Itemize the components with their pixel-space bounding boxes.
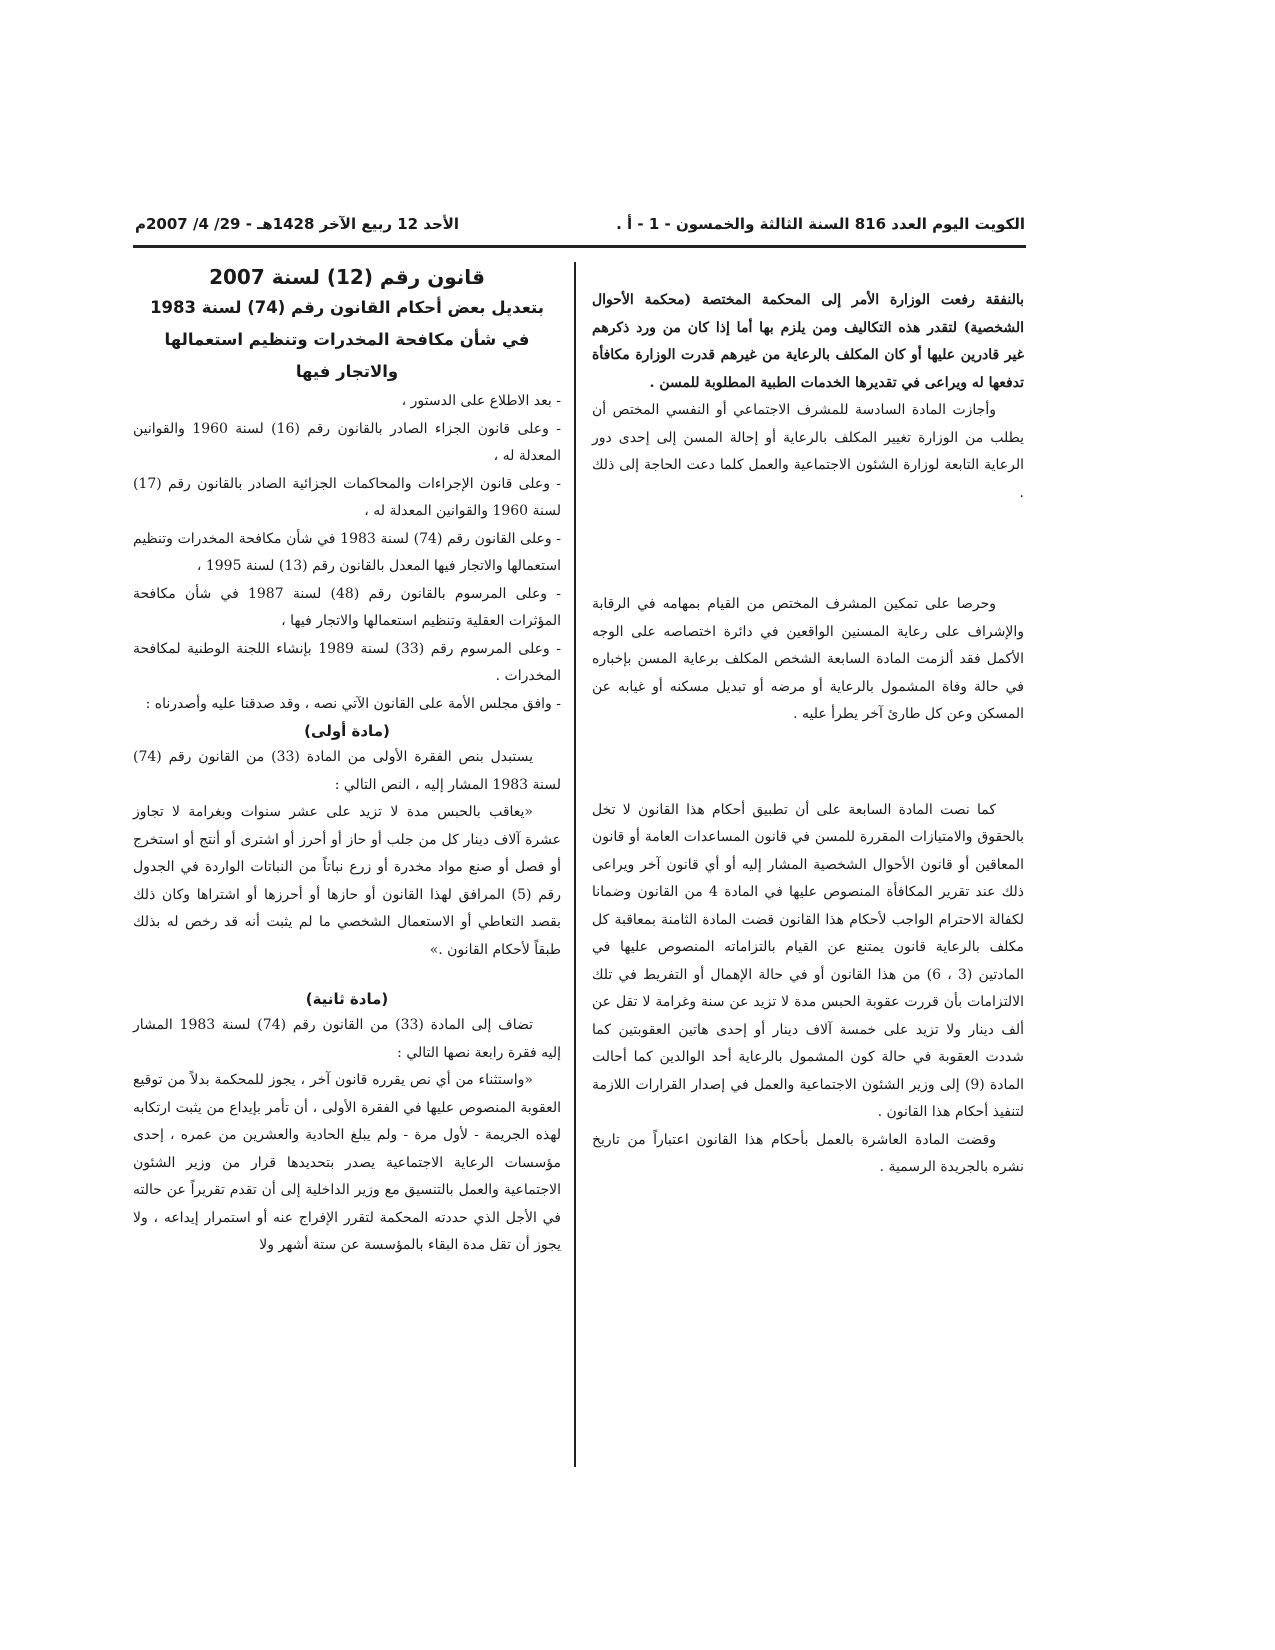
- law-subtitle: بتعديل بعض أحكام القانون رقم (74) لسنة 1983: [150, 298, 544, 317]
- article-2-text: «واستثناء من أي نص يقرره قانون آخر ، يجوز للمحكمة بدلاً من توقيع العقوبة المنصوص عليها في الفقرة الأولى ، أن تأمر بإيداع من يثبت ارتكابه لهذه الجريمة - لأول مرة - ولم يبلغ الحادية والعشرين من عمره ، إحدى مؤسسات الرعاية الاجتماعية يصدر بتحديدها قرار من وزير الشئون الاجتماعية والعمل بالتنسيق مع وزير الداخلية إلى أن تقدم تقريراً عن حالته في الأجل الذي حددته المحكمة لتقرر الإفراج عنه أو استمرار إيداعه ، ولا يجوز أن تقل مدة البقاء بالمؤسسة عن ستة أشهر ولا: [133, 1072, 561, 1253]
- article-1-intro: يستبدل بنص الفقرة الأولى من المادة (33) من القانون رقم (74) لسنة 1983 المشار إليه ، النص التالي :: [133, 749, 561, 793]
- header-rule: [133, 245, 1026, 248]
- memo-paragraph-2: [592, 397, 1024, 507]
- law-title: قانون رقم (12) لسنة 2007: [209, 265, 485, 289]
- column-divider: [574, 262, 576, 1467]
- preamble-item: - وعلى القانون رقم (74) لسنة 1983 في شأن مكافحة المخدرات وتنظيم استعمالها والاتجار فيها المعدل بالقانون رقم (13) لسنة 1995 ،: [133, 530, 561, 574]
- preamble-item: - وعلى المرسوم بالقانون رقم (48) لسنة 1987 في شأن مكافحة المؤثرات العقلية وتنظيم استعمالها والاتجار فيها ،: [133, 585, 561, 629]
- preamble-item: - وعلى قانون الإجراءات والمحاكمات الجزائية الصادر بالقانون رقم (17) لسنة 1960 والقوانين المعدلة له ،: [133, 475, 561, 519]
- memo-paragraph-2-text: وأجازت المادة السادسة للمشرف الاجتماعي أو النفسي المختص أن يطلب من الوزارة تغيير المكلف بالرعاية أو إحالة المسن إلى إحدى دور الرعاية التابعة لوزارة الشئون الاجتماعية والعمل كلما دعت الحاجة إلى ذلك .: [592, 402, 1024, 501]
- article-1-heading: (مادة أولى): [304, 722, 390, 740]
- right-column: [592, 287, 1024, 1182]
- left-column: [133, 262, 561, 1260]
- preamble-item: - وعلى المرسوم رقم (33) لسنة 1989 بإنشاء اللجنة الوطنية لمكافحة المخدرات .: [133, 640, 561, 684]
- article-1-text: «يعاقب بالحبس مدة لا تزيد على عشر سنوات وبغرامة لا تجاوز عشرة آلاف دينار كل من جلب أو حاز أو أحرز أو اشترى أو أنتج أو استخرج أو فصل أو صنع مواد مخدرة أو زرع نباتاً من النباتات الواردة في الجدول رقم (5) المرافق لهذا القانون أو حازها أو أحرزها أو اشتراها وكان ذلك بقصد التعاطي أو الاستعمال الشخصي ما لم يثبت أنه قد رخص له بذلك طبقاً لأحكام القانون .»: [133, 804, 561, 958]
- article-2-intro: تضاف إلى المادة (33) من القانون رقم (74) لسنة 1983 المشار إليه فقرة رابعة نصها التالي :: [133, 1017, 561, 1061]
- memo-paragraph-5: وقضت المادة العاشرة بالعمل بأحكام هذا القانون اعتباراً من تاريخ نشره بالجريدة الرسمية .: [592, 1131, 1024, 1175]
- page-header: [135, 215, 1025, 245]
- memo-paragraph-1: بالنفقة رفعت الوزارة الأمر إلى المحكمة المختصة (محكمة الأحوال الشخصية) لتقدر هذه التكاليف ومن يلزم بها أما إذا كان من ورد ذكرهم غير قادرين عليها أو كان المكلف بالرعاية من غيرهم قدرت الوزارة مكافأة تدفعها له ويراعى في تقديرها الخدمات الطبية المطلوبة للمسن .: [592, 292, 1024, 391]
- gazette-date: الأحد 12 ربيع الآخر 1428هـ - 29/ 4/ 2007م: [135, 215, 460, 233]
- memo-paragraph-3: وحرصا على تمكين المشرف المختص من القيام بمهامه في الرقابة والإشراف على رعاية المسنين الواقعين في دائرة اختصاصه على الوجه الأكمل فقد ألزمت المادة السابعة الشخص المكلف برعاية المسن بإخباره في حالة وفاة المشمول بالرعاية أو مرضه أو تبديل مسكنه أو غيابه عن المسكن وعن كل طارئ آخر يطرأ عليه .: [592, 596, 1024, 722]
- memo-paragraph-4: كما نصت المادة السابعة على أن تطبيق أحكام هذا القانون لا تخل بالحقوق والامتيازات المقررة للمسن في قانون المساعدات العامة أو قانون المعاقين أو قانون الأحوال الشخصية المشار إليه أو أي قانون آخر ويراعى ذلك عند تقرير المكافأة المنصوص عليها في المادة 4 من القانون وضمانا لكفالة الاحترام الواجب لأحكام هذا القانون قضت المادة الثامنة بمعاقبة كل مكلف بالرعاية قانون يمتنع عن القيام بالتزاماته المنصوص عليها في المادتين (3 ، 6) من هذا القانون أو في حالة الإهمال أو التفريط في تلك الالتزامات بأن قررت عقوبة الحبس مدة لا تزيد عن سنة وغرامة لا تقل عن ألف دينار ولا تزيد على خمسة آلاف دينار أو إحدى هاتين العقوبتين كما شددت العقوبة في حالة كون المشمول بالرعاية أحد الوالدين كما أحالت المادة (9) إلى وزير الشئون الاجتماعية والعمل في إصدار القرارات اللازمة لتنفيذ أحكام هذا القانون .: [592, 801, 1024, 1120]
- preamble-item: - وعلى قانون الجزاء الصادر بالقانون رقم (16) لسنة 1960 والقوانين المعدلة له ،: [133, 420, 561, 464]
- gazette-issue-info: الكويت اليوم العدد 816 السنة الثالثة والخمسون - 1 - أ .: [616, 215, 1025, 233]
- preamble-item: - وافق مجلس الأمة على القانون الآتي نصه ، وقد صدقنا عليه وأصدرناه :: [145, 695, 561, 712]
- preamble-item: - بعد الاطلاع على الدستور ،: [401, 393, 561, 409]
- law-subject: في شأن مكافحة المخدرات وتنظيم استعمالها والاتجار فيها: [164, 330, 530, 381]
- article-2-heading: (مادة ثانية): [305, 990, 389, 1008]
